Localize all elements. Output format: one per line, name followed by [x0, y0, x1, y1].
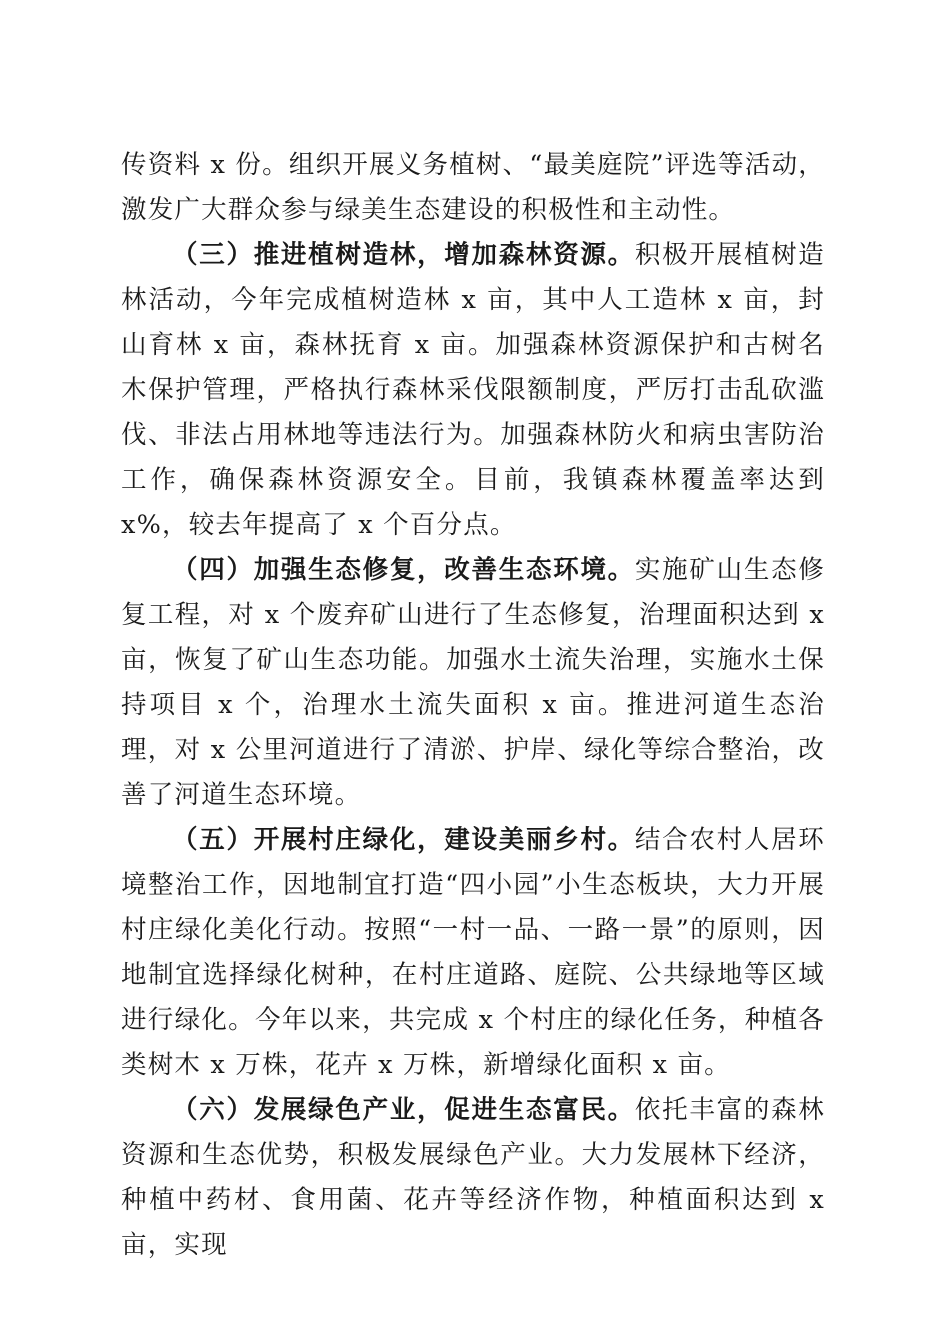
- paragraph-text: 实施矿山生态修复工程，对 x 个废弃矿山进行了生态修复，治理面积达到 x 亩，恢复了矿山生态功能。加强水土流失治理，实施水土保持项目 x 个，治理水土流失面积 x 亩。推进河道生态治理，对 x 公里河道进行了清淤、护岸、绿化等综合整治，改善了河道生态环境。: [121, 555, 826, 810]
- paragraph-text: 结合农村人居环境整治工作，因地制宜打造“四小园”小生态板块，大力开展村庄绿化美化行动。按照“一村一品、一路一景”的原则，因地制宜选择绿化树种，在村庄道路、庭院、公共绿地等区域进行绿化。今年以来，共完成 x 个村庄的绿化任务，种植各类树木 x 万株，花卉 x 万株，新增绿化面积 x 亩。: [121, 825, 826, 1080]
- paragraph-text: 积极开展植树造林活动，今年完成植树造林 x 亩，其中人工造林 x 亩，封山育林 x 亩，森林抚育 x 亩。加强森林资源保护和古树名木保护管理，严格执行森林采伐限额制度，严厉打击乱砍滥伐、非法占用林地等违法行为。加强森林防火和病虫害防治工作，确保森林资源安全。目前，我镇森林覆盖率达到 x%，较去年提高了 x 个百分点。: [121, 240, 826, 540]
- paragraph-heading: （三）推进植树造林，增加森林资源。: [172, 240, 635, 270]
- paragraph-intro-continued: [121, 143, 825, 233]
- paragraph-section-4: [121, 548, 825, 818]
- paragraph-heading: （六）发展绿色产业，促进生态富民。: [172, 1095, 635, 1125]
- paragraph-section-3: [121, 233, 825, 548]
- paragraph-section-6: [121, 1088, 825, 1268]
- document-body: [121, 143, 825, 1268]
- paragraph-text: 依托丰富的森林资源和生态优势，积极发展绿色产业。大力发展林下经济，种植中药材、食用菌、花卉等经济作物，种植面积达到 x 亩，实现: [121, 1095, 826, 1260]
- paragraph-heading: （四）加强生态修复，改善生态环境。: [172, 555, 635, 585]
- paragraph-heading: （五）开展村庄绿化，建设美丽乡村。: [172, 825, 635, 855]
- paragraph-section-5: [121, 818, 825, 1088]
- paragraph-text: 传资料 x 份。组织开展义务植树、“最美庭院”评选等活动，激发广大群众参与绿美生态建设的积极性和主动性。: [121, 150, 825, 225]
